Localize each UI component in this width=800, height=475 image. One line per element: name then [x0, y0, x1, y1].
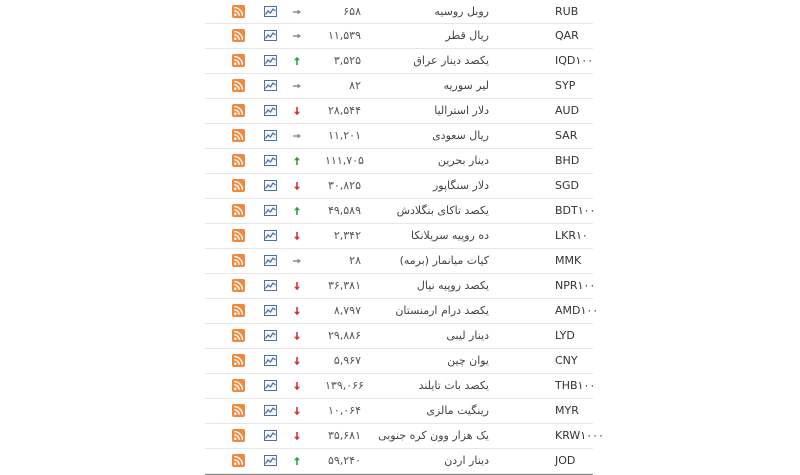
rss-icon[interactable]: [232, 179, 245, 192]
price-value: ۳۶,۳۸۱: [327, 279, 361, 292]
currency-code: LKR۱۰: [555, 229, 588, 242]
arrow-down-icon: [292, 381, 302, 391]
arrow-down-icon: [292, 181, 302, 191]
table-row: [205, 274, 596, 299]
currency-name: روبل روسیه: [434, 5, 489, 18]
currency-code: BDT۱۰۰: [555, 204, 596, 217]
currency-code: IQD۱۰۰: [555, 54, 594, 67]
rss-icon[interactable]: [232, 129, 245, 142]
currency-name: دینار بحرین: [437, 154, 489, 167]
arrow-down-icon: [292, 306, 302, 316]
arrow-up-icon: [292, 456, 302, 466]
chart-icon[interactable]: [264, 105, 277, 116]
rss-icon[interactable]: [232, 29, 245, 42]
table-row: [205, 374, 596, 399]
arrow-down-icon: [292, 231, 302, 241]
table-row: [205, 124, 593, 149]
currency-code: LYD: [555, 329, 575, 342]
price-value: ۵,۹۶۷: [333, 354, 361, 367]
currency-name: کیات میانمار (برمه): [399, 254, 489, 267]
price-value: ۲۸: [349, 254, 361, 267]
price-value: ۸,۷۹۷: [333, 304, 361, 317]
currency-name: یکصد بات تایلند: [418, 379, 489, 392]
arrow-down-icon: [292, 106, 302, 116]
currency-name: دینار لیبی: [446, 329, 489, 342]
chart-icon[interactable]: [264, 255, 277, 266]
chart-icon[interactable]: [264, 280, 277, 291]
currency-code: MYR: [555, 404, 579, 417]
currency-rates-table: [205, 0, 604, 475]
chart-icon[interactable]: [264, 130, 277, 141]
rss-icon[interactable]: [232, 204, 245, 217]
currency-name: یوان چین: [447, 354, 489, 367]
table-row: [205, 199, 596, 224]
currency-name: یک هزار وون کره جنوبی: [378, 429, 489, 442]
price-value: ۲۹,۸۸۶: [327, 329, 361, 342]
chart-icon[interactable]: [264, 155, 277, 166]
price-value: ۲,۳۴۲: [333, 229, 361, 242]
currency-name: یکصد روپیه نپال: [416, 279, 489, 292]
currency-name: رینگیت مالزی: [426, 404, 489, 417]
rss-icon[interactable]: [232, 229, 245, 242]
arrow-right-icon: [292, 256, 302, 266]
price-value: ۲۸,۵۴۴: [327, 104, 361, 117]
rss-icon[interactable]: [232, 354, 245, 367]
chart-icon[interactable]: [264, 355, 277, 366]
currency-name: ریال قطر: [445, 29, 489, 42]
table-row: [205, 149, 593, 174]
price-value: ۳,۵۲۵: [333, 54, 361, 67]
currency-code: SGD: [555, 179, 579, 192]
arrow-down-icon: [292, 331, 302, 341]
rss-icon[interactable]: [232, 154, 245, 167]
chart-icon[interactable]: [264, 6, 277, 17]
table-row: [205, 424, 604, 449]
price-value: ۵۹,۲۴۰: [327, 454, 361, 467]
currency-code: SAR: [555, 129, 578, 142]
arrow-up-icon: [292, 156, 302, 166]
price-value: ۳۵,۶۸۱: [327, 429, 361, 442]
chart-icon[interactable]: [264, 455, 277, 466]
currency-code: MMK: [555, 254, 582, 267]
table-row: [205, 324, 593, 349]
rss-icon[interactable]: [232, 454, 245, 467]
currency-code: CNY: [555, 354, 578, 367]
arrow-right-icon: [292, 81, 302, 91]
arrow-up-icon: [292, 206, 302, 216]
price-value: ۸۲: [349, 79, 361, 92]
currency-name: دلار سنگاپور: [433, 179, 489, 192]
arrow-down-icon: [292, 431, 302, 441]
currency-code: JOD: [555, 454, 576, 467]
table-row: [205, 399, 593, 424]
currency-name: یکصد دینار عراق: [413, 54, 489, 67]
rss-icon[interactable]: [232, 254, 245, 267]
currency-code: RUB: [555, 5, 579, 18]
rss-icon[interactable]: [232, 79, 245, 92]
price-value: ۱۱,۵۳۹: [327, 29, 361, 42]
currency-name: ریال سعودی: [432, 129, 489, 142]
rss-icon[interactable]: [232, 379, 245, 392]
rss-icon[interactable]: [232, 54, 245, 67]
price-value: ۴۹,۵۸۹: [327, 204, 361, 217]
currency-code: SYP: [555, 79, 576, 92]
currency-code: QAR: [555, 29, 579, 42]
rss-icon[interactable]: [232, 329, 245, 342]
chart-icon[interactable]: [264, 30, 277, 41]
table-row: [205, 449, 593, 474]
rss-icon[interactable]: [232, 104, 245, 117]
rss-icon[interactable]: [232, 304, 245, 317]
arrow-down-icon: [292, 281, 302, 291]
currency-name: ده روپیه سریلانکا: [411, 229, 489, 242]
chart-icon[interactable]: [264, 230, 277, 241]
currency-code: AMD۱۰۰: [555, 304, 599, 317]
price-value: ۱۰,۰۶۴: [327, 404, 361, 417]
currency-code: BHD: [555, 154, 580, 167]
table-row: [205, 349, 593, 374]
table-row: [205, 49, 593, 74]
price-value: ۱۱,۲۰۱: [327, 129, 361, 142]
chart-icon[interactable]: [264, 430, 277, 441]
arrow-right-icon: [292, 31, 302, 41]
currency-name: یکصد تاکای بنگلادش: [396, 204, 489, 217]
price-value: ۳۰,۸۲۵: [327, 179, 361, 192]
table-row: [205, 174, 593, 199]
arrow-up-icon: [292, 56, 302, 66]
price-value: ۱۱۱,۷۰۵: [325, 154, 364, 167]
chart-icon[interactable]: [264, 80, 277, 91]
currency-code: KRW۱۰۰۰: [555, 429, 604, 442]
price-value: ۶۵۸: [343, 5, 361, 18]
rss-icon[interactable]: [232, 429, 245, 442]
rss-icon[interactable]: [232, 404, 245, 417]
currency-name: لیر سوریه: [443, 79, 489, 92]
table-row: [205, 24, 593, 49]
chart-icon[interactable]: [264, 330, 277, 341]
arrow-down-icon: [292, 406, 302, 416]
table-row: [205, 0, 593, 24]
arrow-right-icon: [292, 131, 302, 141]
chart-icon[interactable]: [264, 405, 277, 416]
chart-icon[interactable]: [264, 55, 277, 66]
table-row: [205, 224, 593, 249]
rss-icon[interactable]: [232, 279, 245, 292]
currency-code: AUD: [555, 104, 580, 117]
arrow-down-icon: [292, 356, 302, 366]
table-row: [205, 299, 599, 324]
table-row: [205, 74, 593, 99]
currency-code: THB۱۰۰: [555, 379, 596, 392]
currency-name: دلار استرالیا: [434, 104, 489, 117]
currency-name: یکصد درام ارمنستان: [395, 304, 489, 317]
currency-name: دینار اردن: [444, 454, 489, 467]
chart-icon[interactable]: [264, 380, 277, 391]
rss-icon[interactable]: [232, 5, 245, 18]
table-row: [205, 249, 593, 274]
price-value: ۱۳۹,۰۶۶: [325, 379, 364, 392]
table-row: [205, 99, 593, 124]
currency-code: NPR۱۰۰: [555, 279, 596, 292]
chart-icon[interactable]: [264, 205, 277, 216]
arrow-right-icon: [292, 7, 302, 17]
chart-icon[interactable]: [264, 305, 277, 316]
chart-icon[interactable]: [264, 180, 277, 191]
